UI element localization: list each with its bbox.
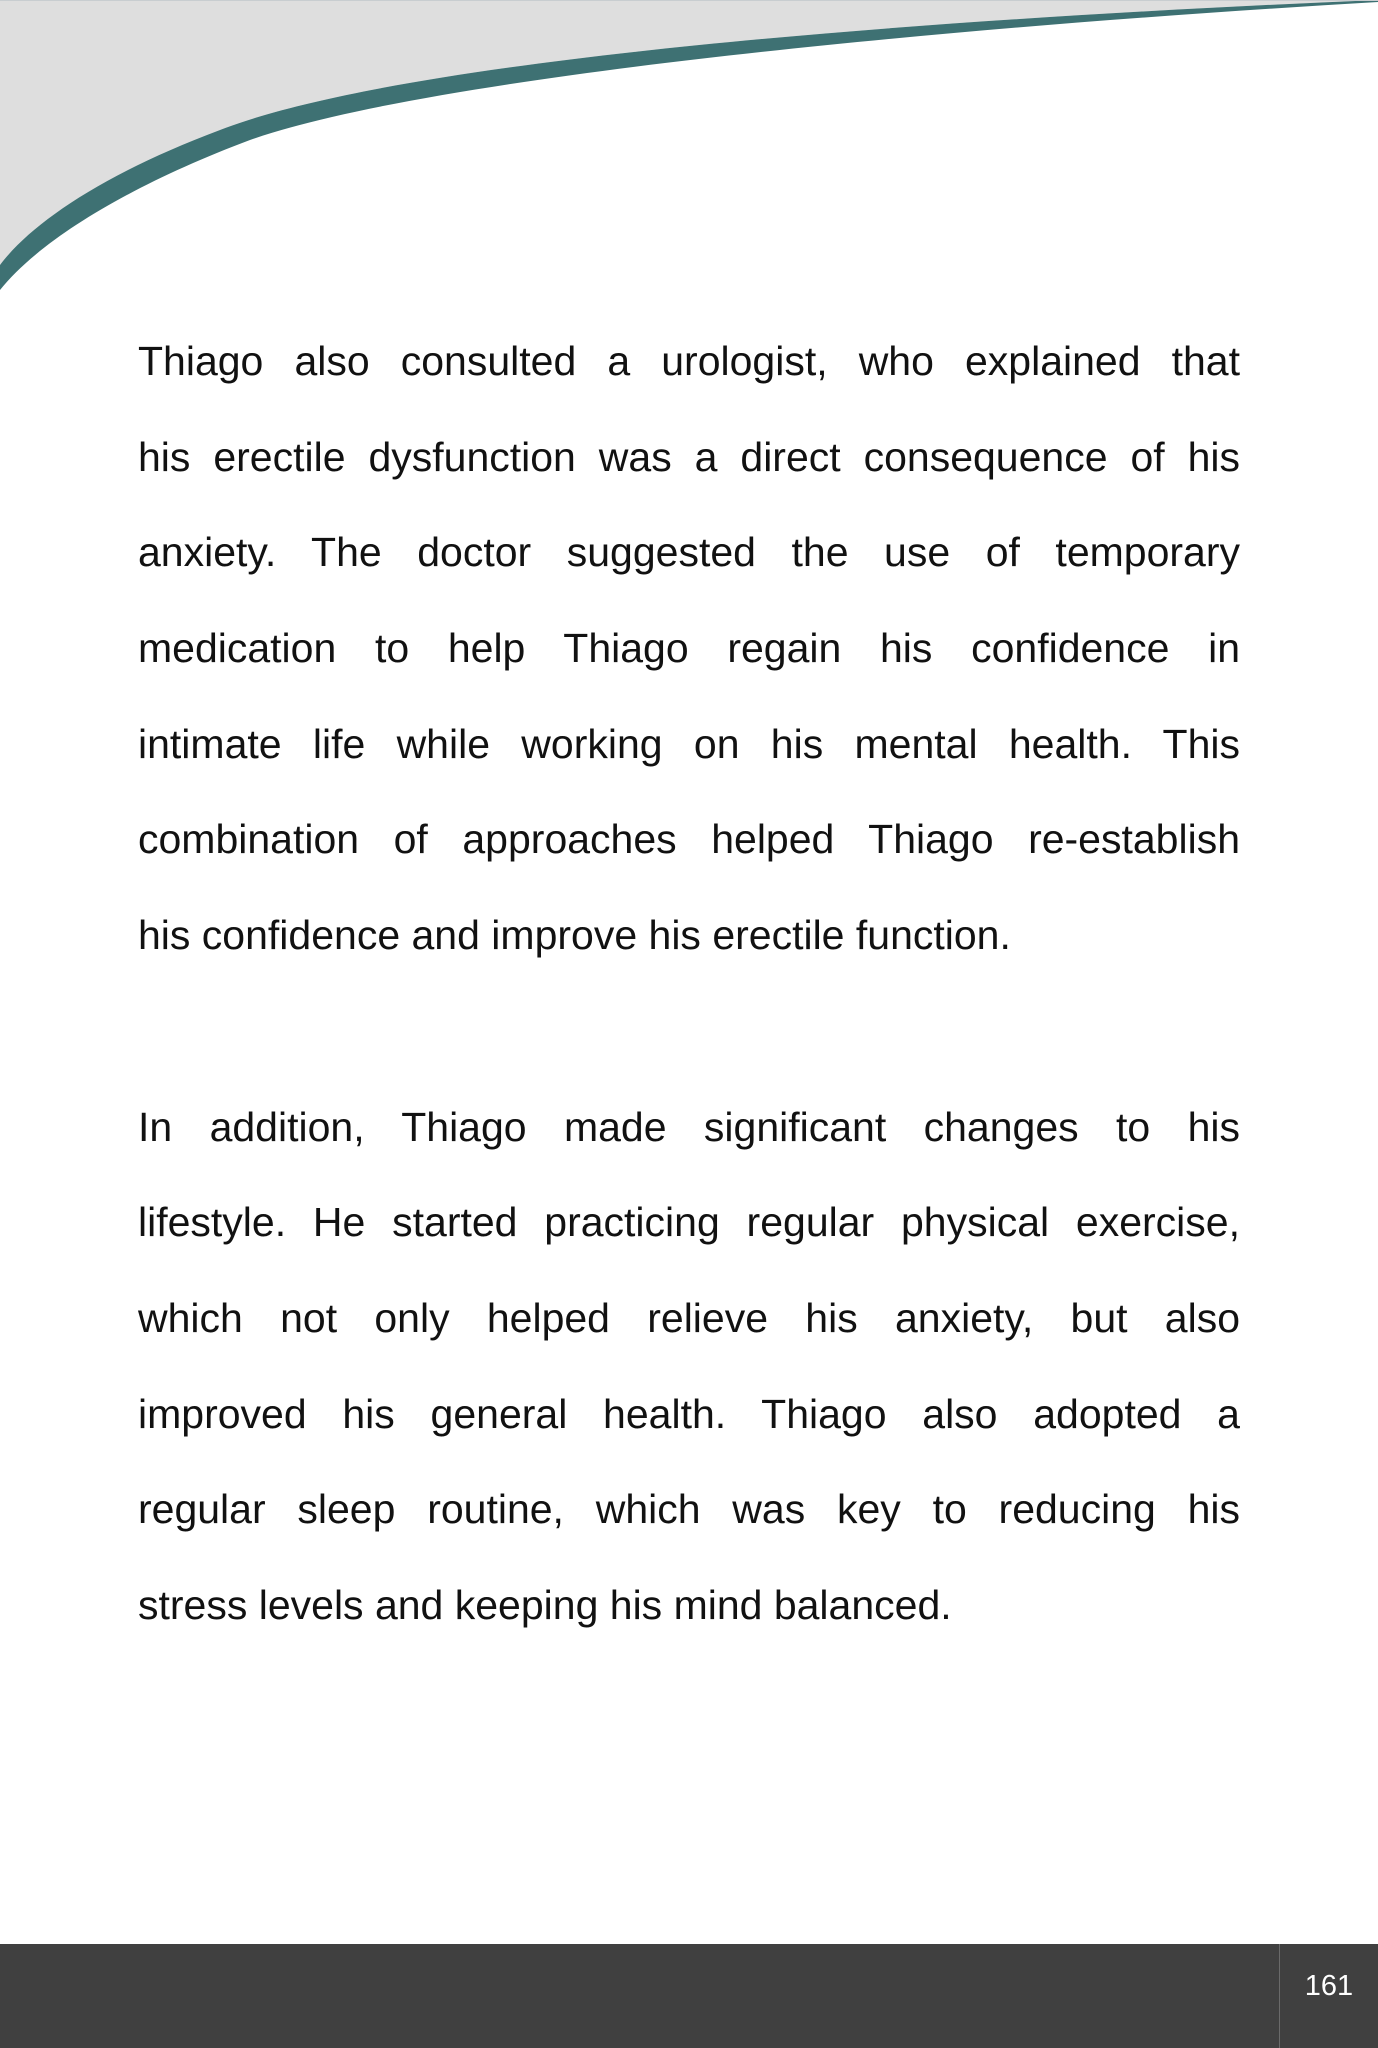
text-line: his confidence and improve his erectile function.	[138, 912, 1011, 959]
footer-bar	[0, 1944, 1378, 2048]
paragraph	[138, 314, 1240, 984]
text-line: intimate life while working on his mental health. This	[138, 720, 1240, 767]
text-line: regular sleep routine, which was key to reducing his	[138, 1486, 1240, 1533]
text-line: stress levels and keeping his mind balanced.	[138, 1581, 952, 1628]
text-line: In addition, Thiago made significant changes to his	[138, 1103, 1240, 1150]
text-line: Thiago also consulted a urologist, who explained that	[138, 338, 1240, 384]
text-line: combination of approaches helped Thiago re-establish	[138, 816, 1240, 863]
text-line: anxiety. The doctor suggested the use of temporary	[138, 529, 1240, 576]
text-line: which not only helped relieve his anxiety, but also	[138, 1294, 1240, 1341]
body-text	[138, 314, 1240, 1749]
header-gray-area	[0, 0, 1378, 265]
header-curve-decoration	[0, 0, 1378, 300]
text-line: medication to help Thiago regain his confidence in	[138, 625, 1240, 672]
paragraph	[138, 1080, 1240, 1654]
page-number: 161	[1304, 1970, 1354, 2002]
text-line: lifestyle. He started practicing regular physical exercise,	[138, 1199, 1240, 1246]
text-line: improved his general health. Thiago also adopted a	[138, 1390, 1240, 1437]
text-line: his erectile dysfunction was a direct consequence of his	[138, 433, 1240, 480]
